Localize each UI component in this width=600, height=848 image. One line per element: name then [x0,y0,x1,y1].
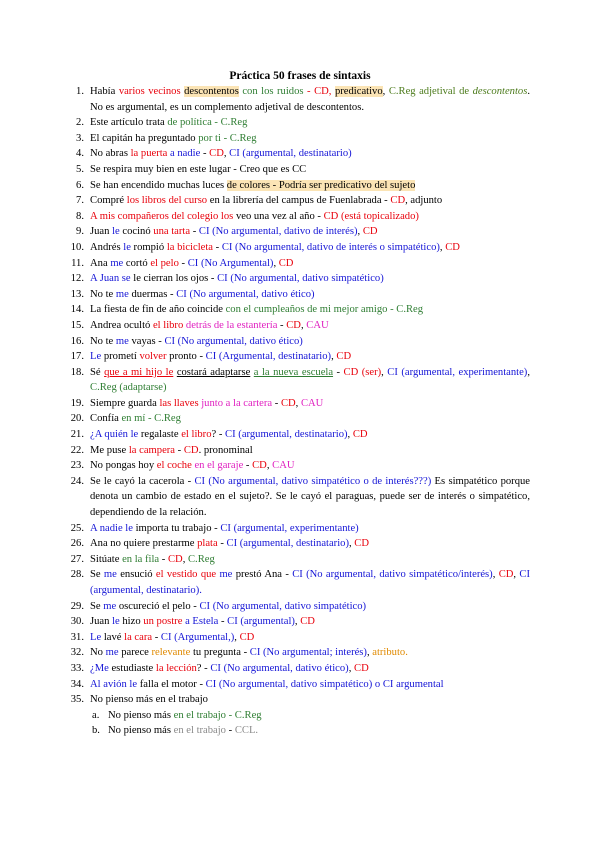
sentence-item [70,396,530,412]
text-segment: C.Reg (adaptarse) [90,382,167,394]
text-segment: me [105,647,119,659]
text-segment: No te [90,288,116,300]
text-segment: No te [90,335,116,347]
text-segment: Sé [90,366,105,378]
text-segment: CI (No argumental, dativo ético) [176,288,315,300]
text-segment: - [178,257,188,269]
text-segment: - [159,553,168,565]
sentence-item [76,224,530,240]
text-segment: C.Reg adjetival de [388,86,473,97]
text-segment: , [439,241,446,253]
text-segment: la bicicleta [166,241,213,253]
text-segment: Le [90,631,102,643]
sentence-item [70,474,530,521]
text-segment: prestó Ana - [232,569,293,581]
sentence-list [70,84,530,739]
text-segment: un postre [143,616,183,628]
text-segment: Se respira muy bien en este lugar - Creo que es CC [90,163,307,175]
text-segment: , [527,366,530,378]
text-segment: por ti [198,132,221,144]
text-segment: , [273,257,279,269]
text-segment: - C.Reg [145,413,181,425]
text-segment: con el cumpleaños de mi mejor amigo [225,304,388,316]
sentence-item [70,645,530,661]
text-segment: , [300,319,307,331]
text-segment: CCL. [234,725,259,737]
text-segment: en el trabajo [173,709,226,721]
text-segment: me [103,600,117,612]
text-segment: , adjunto [405,195,443,207]
text-segment: , [182,553,188,565]
text-segment: CD [280,397,296,409]
text-segment: los libros del curso [126,195,208,207]
item-number: 35. [70,694,84,706]
text-segment: CI (argumental, destinatario). [90,569,530,596]
text-segment: volver [139,351,167,363]
item-number: 27. [70,553,84,565]
item-number: 30. [70,616,84,628]
sentence-item [70,349,530,365]
sentence-item [76,115,530,131]
item-number: 13. [70,288,84,300]
text-segment: CI (argumental, destinatario) [225,429,348,441]
text-segment: CI (Argumental,) [160,631,235,643]
item-number: 29. [70,600,84,612]
text-segment: - [217,538,227,550]
text-segment: me [115,335,129,347]
text-segment: - C.Reg [211,117,248,129]
text-segment: CAU [306,319,329,331]
text-segment: CD [167,553,183,565]
sentence-item [70,427,530,443]
text-segment: CI (No argumental, dativo ético) [210,662,349,674]
sentence-item [70,536,530,552]
text-segment: No abras [90,148,131,160]
item-number: 16. [70,335,84,347]
text-segment: parece [118,647,152,659]
text-segment: veo una vez al año - [233,210,324,222]
text-segment: No pienso más [108,709,174,721]
text-segment: detrás de la estantería [185,319,278,331]
text-segment: Juan [90,616,113,628]
text-segment: CI (No argumental, dativo ético) [164,335,303,347]
text-segment: CD [498,569,514,581]
text-segment: Se [90,600,104,612]
text-segment: CD [183,444,199,456]
text-segment: predicativo [334,86,383,97]
text-segment: le [112,226,120,238]
text-segment: la campera [128,444,176,456]
text-segment: - C.Reg [387,304,424,316]
item-number: 9. [76,226,84,238]
text-segment: vayas - [128,335,165,347]
text-segment: CD [445,241,460,253]
text-segment: CD (ser) [343,366,382,378]
text-segment: descontentos [184,86,239,97]
text-segment: Este artículo trata [90,117,168,129]
text-segment: me [115,288,129,300]
text-segment: CI (No argumental, dativo de interés) [198,226,358,238]
text-segment: CD (está topicalizado) [323,210,419,222]
sentence-item [70,677,530,693]
text-segment: CD [352,429,368,441]
text-segment: Juan [90,226,113,238]
sentence-item [71,256,530,272]
text-segment: atributo. [372,647,408,659]
text-segment: A nadie le [90,522,133,534]
text-segment: a la nueva escuela [253,366,334,378]
sentence-item [76,178,530,194]
sub-item [92,708,530,724]
text-segment: Le [90,351,102,363]
text-segment: CD [286,319,301,331]
text-segment: - [272,397,281,409]
item-number: 25. [70,522,84,534]
text-segment: , [513,569,520,581]
item-number: 8. [76,210,84,222]
text-segment: CD [252,460,267,472]
text-segment: CAU [272,460,295,472]
text-segment: Andrés [90,241,124,253]
item-number: 2. [76,117,84,129]
text-segment: , [223,148,230,160]
text-segment: CD [336,351,352,363]
text-segment: en mí [121,413,146,425]
sentence-item [70,318,530,334]
text-segment: Se le cayó la cacerola - [90,475,195,487]
item-number: 3. [76,132,84,144]
text-segment: a nadie [170,148,201,160]
text-segment: ¿Me [90,662,109,674]
text-segment: CI (No argumental, dativo simpatético/interés) [292,569,493,581]
text-segment: una tarta [153,226,191,238]
item-number: 28. [70,569,84,581]
text-segment: - [152,631,161,643]
text-segment: el libro [181,429,212,441]
text-segment: - [190,226,199,238]
item-number: 20. [70,413,84,425]
item-number: 15. [70,319,84,331]
text-segment: CD [354,662,369,674]
sentence-item [70,287,530,303]
text-segment: ensució [116,569,156,581]
text-segment: . pronominal [198,444,253,456]
sentence-item [70,567,530,598]
text-segment: CI (argumental, experimentante) [220,522,359,534]
text-segment: Al avión le [90,678,138,690]
text-segment: plata [197,538,218,550]
sentence-item [70,365,530,396]
text-segment: de política [167,117,212,129]
text-segment: , [382,86,389,97]
item-number: 33. [70,662,84,674]
sentence-item [70,302,530,318]
text-segment: Compré [90,195,127,207]
text-segment: CD [278,257,294,269]
sentence-item [76,162,530,178]
item-number: 22. [70,444,84,456]
text-segment: en la librería del campus de Fuenlabrada - [207,195,391,207]
sentence-item [70,271,530,287]
text-segment: CI (argumental) [227,616,295,628]
text-segment: , [348,662,354,674]
text-segment: - [243,460,253,472]
text-segment: ¿A quién le [90,429,139,441]
text-segment: costará adaptarse [176,366,251,378]
text-segment: el libro [152,319,184,331]
text-segment: , [348,538,355,550]
text-segment: con los ruidos [238,86,304,97]
text-segment: estudiaste [108,662,156,674]
text-segment: la cara [124,631,153,643]
text-segment: la puerta [130,148,168,160]
text-segment: que a mi hijo le [104,366,174,378]
sentence-item [76,131,530,147]
text-segment: que [200,569,217,581]
text-segment: descontentos [472,86,528,97]
item-number: 18. [70,366,84,378]
sentence-item [70,240,530,256]
text-segment: falla el motor - [137,678,206,690]
text-segment: Ana [90,257,111,269]
text-segment: - [277,319,287,331]
sentence-item [70,334,530,350]
text-segment: , [331,351,337,363]
text-segment: , [347,429,353,441]
text-segment: - [212,241,222,253]
text-segment: - [218,616,228,628]
item-number: a. [92,709,100,721]
sentence-item [76,193,530,209]
text-segment: Confía [90,413,122,425]
text-segment: hizo [119,616,144,628]
text-segment: duermas - [128,288,177,300]
sub-list [90,708,530,739]
text-segment: Había [90,86,119,97]
text-segment: C.Reg [187,553,215,565]
text-segment: tu pregunta - [190,647,250,659]
sentence-item [76,84,530,115]
text-segment: me [110,257,124,269]
sentence-item [70,599,530,615]
text-segment: , [295,397,301,409]
text-segment: A Juan se [90,273,131,285]
text-segment: prometí [101,351,140,363]
item-number: 11. [71,257,84,269]
text-segment: CD [239,631,255,643]
text-segment: Es simpatético porque denota un cambio de estado en el sujeto?. Se le cayó el paraguas, puede ser de interés o simpatético, dependiendo de la relación. [90,475,530,519]
text-segment: CD [300,616,315,628]
sentence-item [70,411,530,427]
item-number: 21. [70,429,84,441]
text-segment: me [219,569,233,581]
sentence-item [70,521,530,537]
text-segment: en el trabajo [173,725,226,737]
text-segment: . No es argumental, es un complemento adjetival de descontentos. [90,86,530,113]
text-segment: CI (No argumental, dativo de interés o simpatético) [221,241,440,253]
text-segment: - CD, [303,86,335,97]
text-segment: CD [390,195,406,207]
sentence-item [70,661,530,677]
text-segment: las llaves [159,397,199,409]
text-segment: CD [362,226,378,238]
sentence-item [70,443,530,459]
item-number: 4. [76,148,84,160]
text-segment: La fiesta de fin de año coincide [90,304,226,316]
text-segment: ? - [211,429,226,441]
text-segment: , [266,460,273,472]
item-number: 23. [70,460,84,472]
text-segment: El capitán ha preguntado [90,132,199,144]
text-segment: CI (No argumental, dativo simpatético) [217,273,384,285]
text-segment: A mis compañeros del colegio los [90,210,234,222]
item-number: b. [92,725,100,737]
sentence-item [76,209,530,225]
text-segment: No pienso más en el trabajo [90,694,208,706]
text-segment: pronto - [166,351,206,363]
text-segment: Sitúate [90,553,123,565]
text-segment: Andrea ocultó [90,319,153,331]
item-number: 32. [70,647,84,659]
sentence-item [70,614,530,630]
text-segment: CI (No argumental, dativo simpatético o de interés???) [194,475,432,487]
text-segment: CI (argumental, experimentante) [387,366,528,378]
text-segment: en la fila [122,553,160,565]
text-segment: de colores - Podría ser predicativo del sujeto [226,179,416,191]
text-segment: me [103,569,117,581]
text-segment: cortó [123,257,151,269]
text-segment: CD [354,538,369,550]
text-segment: junto a la cartera [201,397,273,409]
item-number: 19. [70,397,84,409]
text-segment: ? - [196,662,211,674]
text-segment: , [492,569,499,581]
sub-item [92,723,530,739]
text-segment: regalaste [138,429,182,441]
text-segment: Ana no quiere prestarme [90,538,198,550]
text-segment: cocinó [119,226,154,238]
sentence-item [76,146,530,162]
text-segment: Me puse [90,444,129,456]
text-segment: importa tu trabajo - [132,522,221,534]
text-segment: CI (argumental, destinatario) [226,538,349,550]
sentence-item [70,630,530,646]
text-segment: No [90,647,106,659]
page-title: Práctica 50 frases de sintaxis [229,70,371,82]
item-number: 6. [76,179,84,191]
text-segment: , [381,366,388,378]
text-segment: No pienso más [108,725,174,737]
item-number: 5. [76,163,84,175]
text-segment: lavé [101,631,125,643]
text-segment: CI (Argumental, destinatario) [205,351,332,363]
sentence-item [70,552,530,568]
text-segment: - C.Reg [225,709,262,721]
item-number: 34. [70,678,84,690]
text-segment: le [112,616,120,628]
text-segment: rompió [130,241,167,253]
item-number: 12. [70,273,84,285]
text-segment: la lección [155,662,197,674]
text-segment: CI (No argumental, dativo simpatético) o CI argumental [205,678,444,690]
text-segment: le cierran los ojos - [130,273,218,285]
item-number: 14. [70,304,84,316]
text-segment: - [225,725,235,737]
text-segment: , [357,226,363,238]
text-segment: el pelo [150,257,179,269]
text-segment: le [123,241,131,253]
text-segment: CI (No Argumental) [187,257,274,269]
text-segment: , [294,616,301,628]
item-number: 1. [76,86,84,97]
text-segment: , [234,631,240,643]
text-segment: - [200,148,210,160]
text-segment: relevante [151,647,191,659]
text-segment: Se [90,569,104,581]
sentence-item [70,692,530,739]
text-segment: el coche [156,460,192,472]
sentence-item [70,458,530,474]
text-segment: Se han encendido muchas luces [90,179,227,191]
text-segment: oscureció el pelo - [116,600,200,612]
text-segment: Siempre guarda [90,397,160,409]
text-segment: CD [209,148,224,160]
item-number: 31. [70,631,84,643]
text-segment: , [366,647,373,659]
item-number: 17. [70,351,84,363]
text-segment: - C.Reg [220,132,257,144]
item-number: 24. [70,475,84,487]
text-segment: el vestido [155,569,198,581]
text-segment: - [175,444,184,456]
item-number: 7. [76,195,84,207]
text-segment: - [333,366,344,378]
text-segment: CI (No argumental, dativo simpatético) [199,600,367,612]
text-segment: a Estela [185,616,219,628]
item-number: 10. [70,241,84,253]
text-segment: CI (No argumental; interés) [249,647,367,659]
text-segment: en el garaje [194,460,244,472]
text-segment: varios vecinos [118,86,185,97]
item-number: 26. [70,538,84,550]
text-segment: CAU [300,397,324,409]
text-segment: CI (argumental, destinatario) [229,148,352,160]
text-segment: No pongas hoy [90,460,157,472]
